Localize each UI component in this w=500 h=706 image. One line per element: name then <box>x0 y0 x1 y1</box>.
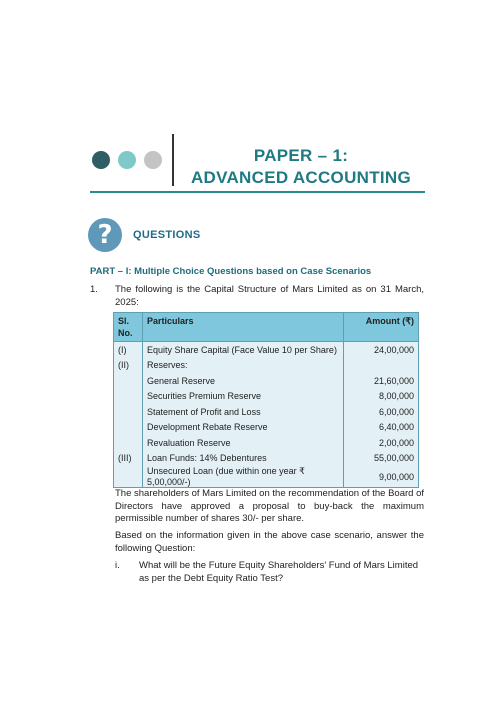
header-particulars: Particulars <box>143 313 344 342</box>
cell-sl <box>114 466 143 488</box>
cell-sl <box>114 389 143 405</box>
paper-title-line2: ADVANCED ACCOUNTING <box>190 168 412 187</box>
cell-amount: 21,60,000 <box>344 373 419 389</box>
table-row <box>114 466 419 488</box>
header-amount: Amount (₹) <box>344 313 419 342</box>
cell-amount: 8,00,000 <box>344 389 419 405</box>
table-row <box>114 404 419 420</box>
cell-particulars: Loan Funds: 14% Debentures <box>143 451 344 467</box>
cell-sl <box>114 420 143 436</box>
cell-particulars: Securities Premium Reserve <box>143 389 344 405</box>
cell-particulars: General Reserve <box>143 373 344 389</box>
header-divider <box>172 134 174 186</box>
table-row <box>114 389 419 405</box>
table-header-row <box>114 313 419 342</box>
capital-structure-table <box>113 312 419 488</box>
header-underline <box>90 191 425 193</box>
table-row <box>114 435 419 451</box>
cell-particulars: Reserves: <box>143 358 344 374</box>
cell-sl: (II) <box>114 358 143 374</box>
instruction-paragraph: Based on the information given in the above case scenario, answer the following Question: <box>115 530 424 554</box>
section-label: QUESTIONS <box>133 229 201 241</box>
dot-light-icon <box>118 151 136 169</box>
table-row <box>114 373 419 389</box>
table-row <box>114 420 419 436</box>
cell-amount: 6,40,000 <box>344 420 419 436</box>
question-number: 1. <box>90 284 98 295</box>
cell-particulars: Statement of Profit and Loss <box>143 404 344 420</box>
part-heading: PART – I: Multiple Choice Questions based on Case Scenarios <box>90 266 372 277</box>
cell-sl: (III) <box>114 451 143 467</box>
sub-question-number: i. <box>115 560 120 571</box>
paper-title-line1: PAPER – 1: <box>253 146 349 165</box>
dot-dark-icon <box>92 151 110 169</box>
cell-particulars: Unsecured Loan (due within one year ₹ 5,00,000/-) <box>143 466 344 488</box>
cell-sl <box>114 373 143 389</box>
cell-amount <box>344 358 419 374</box>
table-row <box>114 358 419 374</box>
buyback-paragraph: The shareholders of Mars Limited on the recommendation of the Board of Directors have approved a proposal to buy-back the maximum permissible number of shares 30/- per share. <box>115 488 424 524</box>
cell-sl: (I) <box>114 342 143 358</box>
cell-amount: 24,00,000 <box>344 342 419 358</box>
table-row <box>114 342 419 358</box>
cell-sl <box>114 435 143 451</box>
header-sl-no: Sl. No. <box>114 313 143 342</box>
dot-grey-icon <box>144 151 162 169</box>
cell-particulars: Equity Share Capital (Face Value 10 per Share) <box>143 342 344 358</box>
cell-particulars: Development Rebate Reserve <box>143 420 344 436</box>
question-mark-icon: ? <box>88 218 122 252</box>
cell-amount: 55,00,000 <box>344 451 419 467</box>
cell-amount: 6,00,000 <box>344 404 419 420</box>
table-row <box>114 451 419 467</box>
cell-particulars: Revaluation Reserve <box>143 435 344 451</box>
cell-sl <box>114 404 143 420</box>
cell-amount: 9,00,000 <box>344 466 419 488</box>
cell-amount: 2,00,000 <box>344 435 419 451</box>
sub-question-text: What will be the Future Equity Shareholders' Fund of Mars Limited as per the Debt Equity Ratio Test? <box>139 560 419 584</box>
question-intro: The following is the Capital Structure of Mars Limited as on 31 March, 2025: <box>115 284 424 308</box>
